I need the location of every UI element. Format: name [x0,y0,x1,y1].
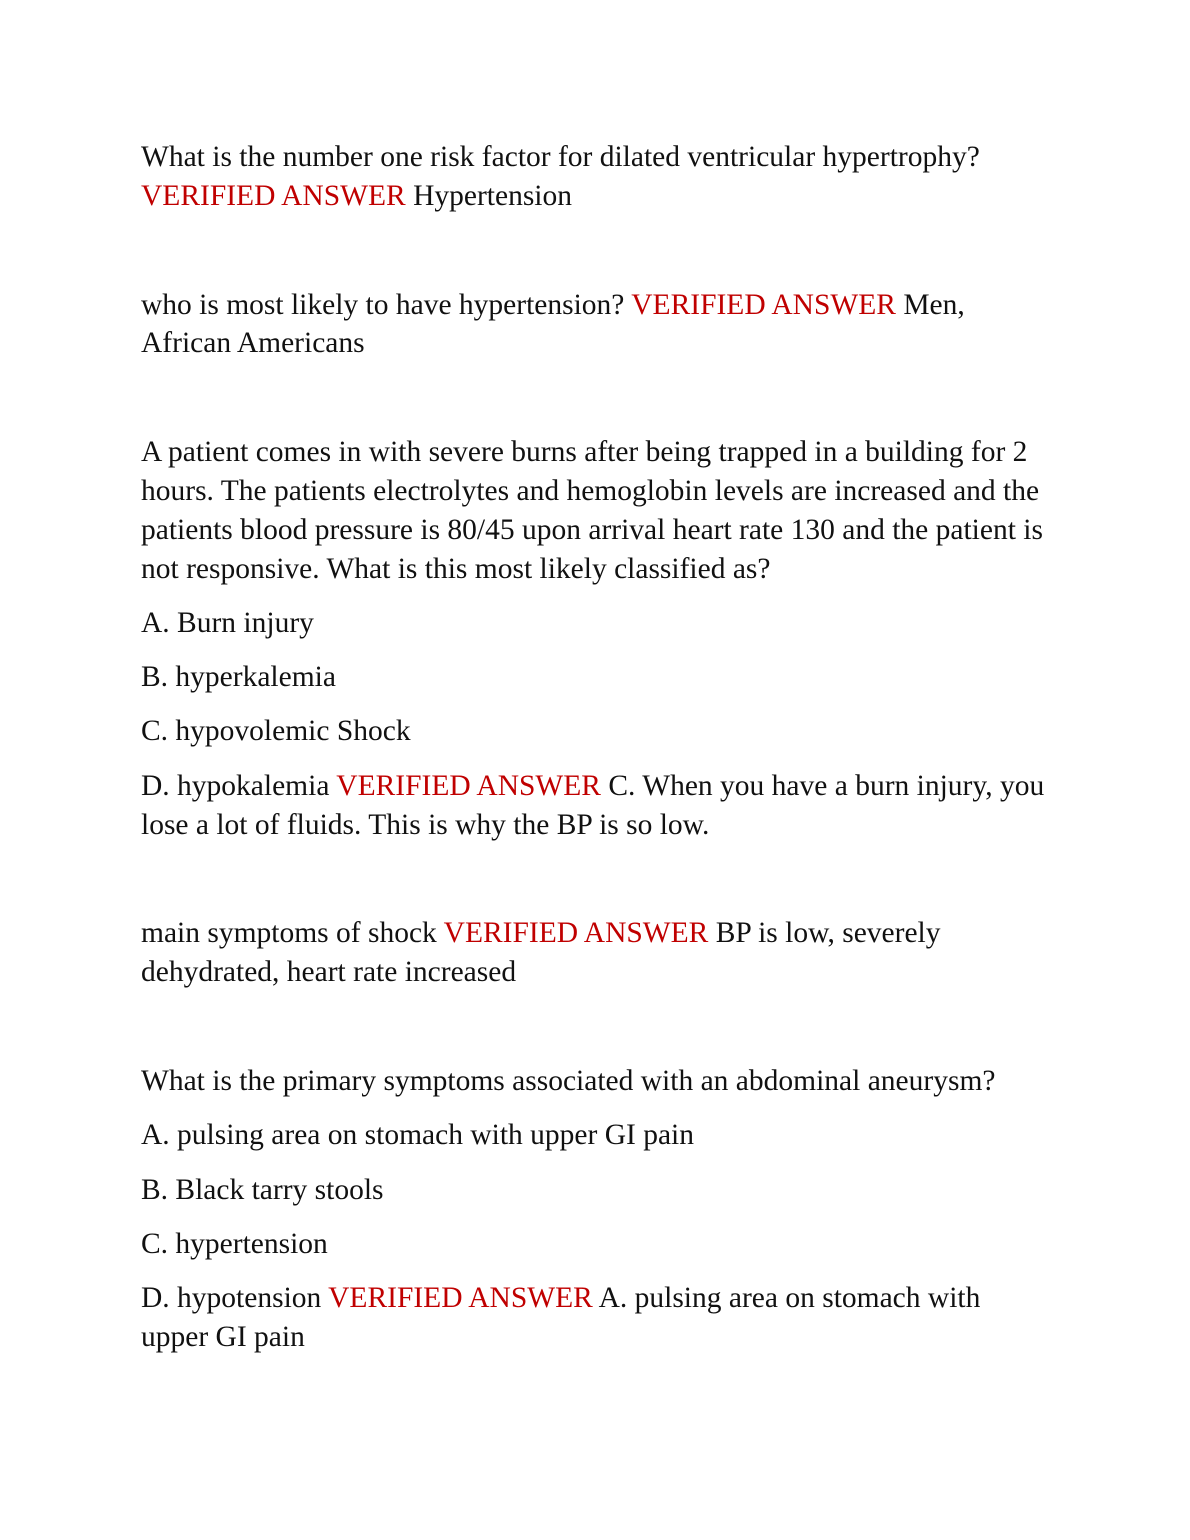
option-d: D. hypokalemia [141,769,330,802]
question-text: main symptoms of shock [141,917,437,950]
option-d-with-answer [141,767,1051,845]
option-d: D. hypotension [141,1282,322,1315]
option-b: B. hyperkalemia [141,661,336,694]
option-b: B. Black tarry stools [141,1173,384,1206]
qa-item-3 [141,433,1051,588]
answer-text: BP is low, severely dehydrated, heart rate increased [141,917,941,989]
verified-answer-label: VERIFIED ANSWER [631,288,896,321]
verified-answer-label: VERIFIED ANSWER [141,179,406,212]
qa-item-1 [141,138,1051,216]
verified-answer-label: VERIFIED ANSWER [443,917,709,950]
spacer [141,216,1051,286]
option-c: C. hypertension [141,1227,328,1260]
answer-text: C. When you have a burn injury, you lose a lot of fluids. This is why the BP is so low. [141,769,1045,841]
qa-item-2 [141,286,1051,364]
option-c: C. hypovolemic Shock [141,715,411,748]
option-a: A. Burn injury [141,606,314,639]
question-text: who is most likely to have hypertension? [141,288,625,321]
question-text: A patient comes in with severe burns after being trapped in a building for 2 hours. The patients electrolytes and hemoglobin levels are increased and the patients blood pressure is 80/45 upon arrival heart rate 130 and the patient is not responsive. What is this most likely classified as? [141,436,1043,585]
spacer [141,363,1051,433]
answer-text: Men, African Americans [141,288,965,360]
spacer [141,844,1051,914]
question-text: What is the number one risk factor for dilated ventricular hypertrophy? [141,141,980,173]
spacer [141,992,1051,1062]
answer-text: Hypertension [413,179,572,212]
option-a: A. pulsing area on stomach with upper GI pain [141,1119,694,1152]
verified-answer-label: VERIFIED ANSWER [328,1282,593,1315]
answer-text: A. pulsing area on stomach with upper GI pain [141,1282,981,1353]
question-text: What is the primary symptoms associated with an abdominal aneurysm? [141,1064,996,1097]
verified-answer-label: VERIFIED ANSWER [336,769,601,802]
option-d-with-answer [141,1279,1051,1357]
qa-item-4 [141,914,1051,992]
document-page [141,138,1051,1357]
qa-item-5 [141,1062,1051,1101]
